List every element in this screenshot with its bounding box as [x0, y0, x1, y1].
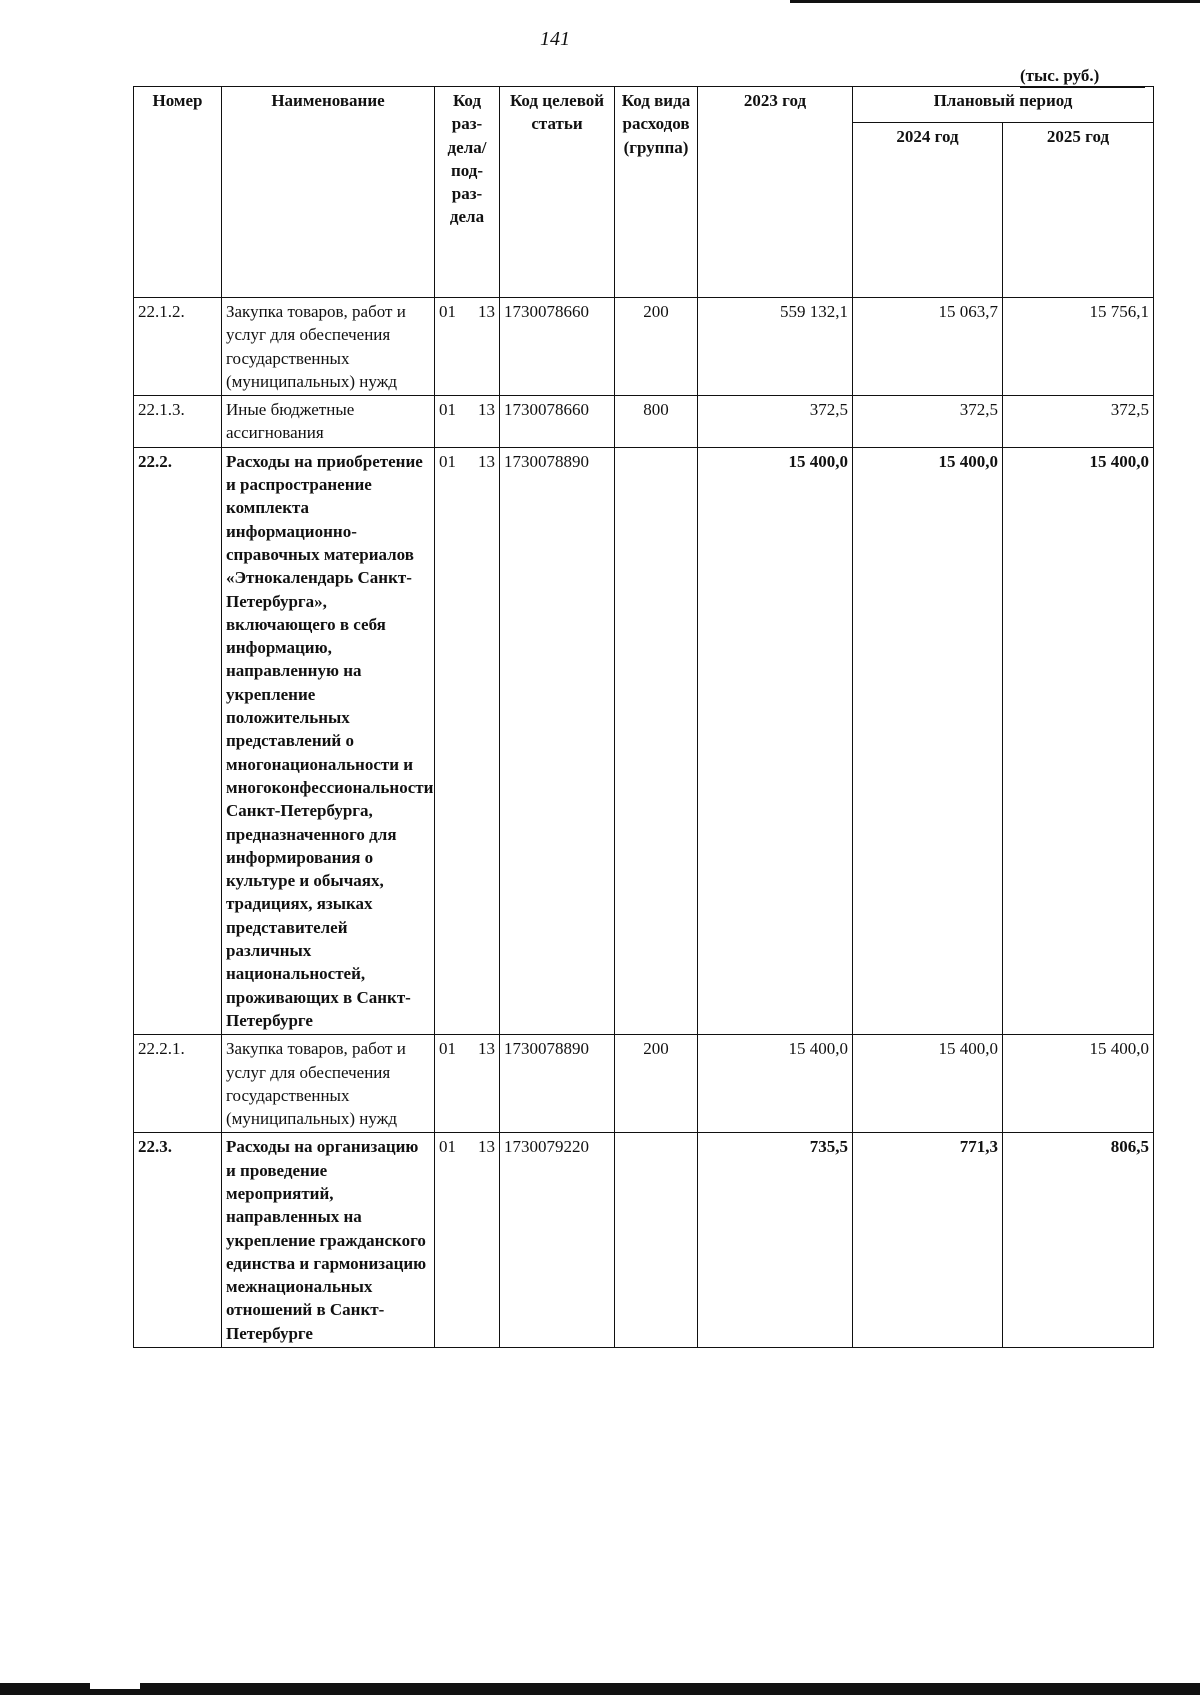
col-name-header: Наименование — [222, 87, 435, 298]
row-2025: 15 400,0 — [1003, 1035, 1154, 1133]
col-2025-header: 2025 год — [1003, 123, 1154, 298]
row-number: 22.1.3. — [134, 396, 222, 448]
row-expense-type — [615, 1133, 698, 1348]
row-2024: 372,5 — [853, 396, 1003, 448]
row-podrazdel: 13 — [478, 1137, 495, 1157]
row-name: Закупка товаров, работ и услуг для обеспечения государственных (муниципальных) нужд — [222, 298, 435, 396]
row-podrazdel: 13 — [478, 302, 495, 321]
row-2025: 15 400,0 — [1003, 447, 1154, 1034]
row-2023: 15 400,0 — [698, 447, 853, 1034]
row-podrazdel: 13 — [478, 451, 495, 471]
row-razdel-cell — [435, 298, 500, 396]
row-number: 22.3. — [134, 1133, 222, 1348]
col-2023-header: 2023 год — [698, 87, 853, 298]
row-2023: 15 400,0 — [698, 1035, 853, 1133]
row-razdel-cell — [435, 1035, 500, 1133]
bottom-edge-gap — [90, 1683, 140, 1689]
row-2024: 771,3 — [853, 1133, 1003, 1348]
row-2025: 806,5 — [1003, 1133, 1154, 1348]
row-target: 1730078890 — [500, 1035, 615, 1133]
row-target: 1730078660 — [500, 298, 615, 396]
row-razdel-cell — [435, 447, 500, 1034]
row-razdel: 01 — [439, 400, 456, 420]
page-number: 141 — [540, 28, 570, 50]
row-expense-type: 200 — [615, 298, 698, 396]
row-name: Расходы на организацию и проведение мероприятий, направленных на укрепление гражданского единства и гармонизацию межнациональных отношений в Санкт-Петербурге — [222, 1133, 435, 1348]
row-2023: 559 132,1 — [698, 298, 853, 396]
row-expense-type: 200 — [615, 1035, 698, 1133]
table-row — [134, 1133, 1154, 1348]
table-row — [134, 298, 1154, 396]
col-2024-header: 2024 год — [853, 123, 1003, 298]
row-number: 22.2.1. — [134, 1035, 222, 1133]
col-razdel-header: Код раз- дела/ под- раз- дела — [435, 87, 500, 298]
table-row — [134, 396, 1154, 448]
col-number-header: Номер — [134, 87, 222, 298]
row-2024: 15 063,7 — [853, 298, 1003, 396]
row-2024: 15 400,0 — [853, 1035, 1003, 1133]
header-row — [134, 87, 1154, 123]
col-target-header: Код целевой статьи — [500, 87, 615, 298]
plan-period-header: Плановый период — [853, 87, 1154, 123]
row-2023: 735,5 — [698, 1133, 853, 1348]
row-2025: 15 756,1 — [1003, 298, 1154, 396]
table-row — [134, 1035, 1154, 1133]
row-name: Иные бюджетные ассигнования — [222, 396, 435, 448]
table-body — [134, 298, 1154, 1348]
bottom-edge-bar — [0, 1683, 1200, 1695]
row-razdel-cell — [435, 1133, 500, 1348]
row-number: 22.1.2. — [134, 298, 222, 396]
row-number: 22.2. — [134, 447, 222, 1034]
row-expense-type: 800 — [615, 396, 698, 448]
row-razdel: 01 — [439, 1137, 456, 1157]
row-name: Расходы на приобретение и распространение комплекта информационно-справочных материалов «Этнокалендарь Санкт-Петербурга», включающего в себя информацию, направленную на укрепление положительных представлений о многонациональности и многоконфессиональности Санкт-Петербурга, предназначенного для информирования о культуре и обычаях, традициях, языках представителей различных национальностей, проживающих в Санкт-Петербурге — [222, 447, 435, 1034]
row-razdel: 01 — [439, 302, 456, 321]
row-razdel-cell — [435, 396, 500, 448]
row-2023: 372,5 — [698, 396, 853, 448]
table-row — [134, 447, 1154, 1034]
row-2025: 372,5 — [1003, 396, 1154, 448]
row-target: 1730079220 — [500, 1133, 615, 1348]
budget-table — [133, 86, 1154, 1348]
row-podrazdel: 13 — [478, 400, 495, 420]
col-expense-type-header: Код вида расходов (группа) — [615, 87, 698, 298]
units-label: (тыс. руб.) — [1020, 66, 1100, 85]
row-razdel: 01 — [439, 1039, 456, 1059]
row-podrazdel: 13 — [478, 1039, 495, 1059]
row-expense-type — [615, 447, 698, 1034]
top-edge-rule — [790, 0, 1200, 3]
row-2024: 15 400,0 — [853, 447, 1003, 1034]
row-target: 1730078660 — [500, 396, 615, 448]
row-razdel: 01 — [439, 451, 456, 471]
row-target: 1730078890 — [500, 447, 615, 1034]
row-name: Закупка товаров, работ и услуг для обеспечения государственных (муниципальных) нужд — [222, 1035, 435, 1133]
